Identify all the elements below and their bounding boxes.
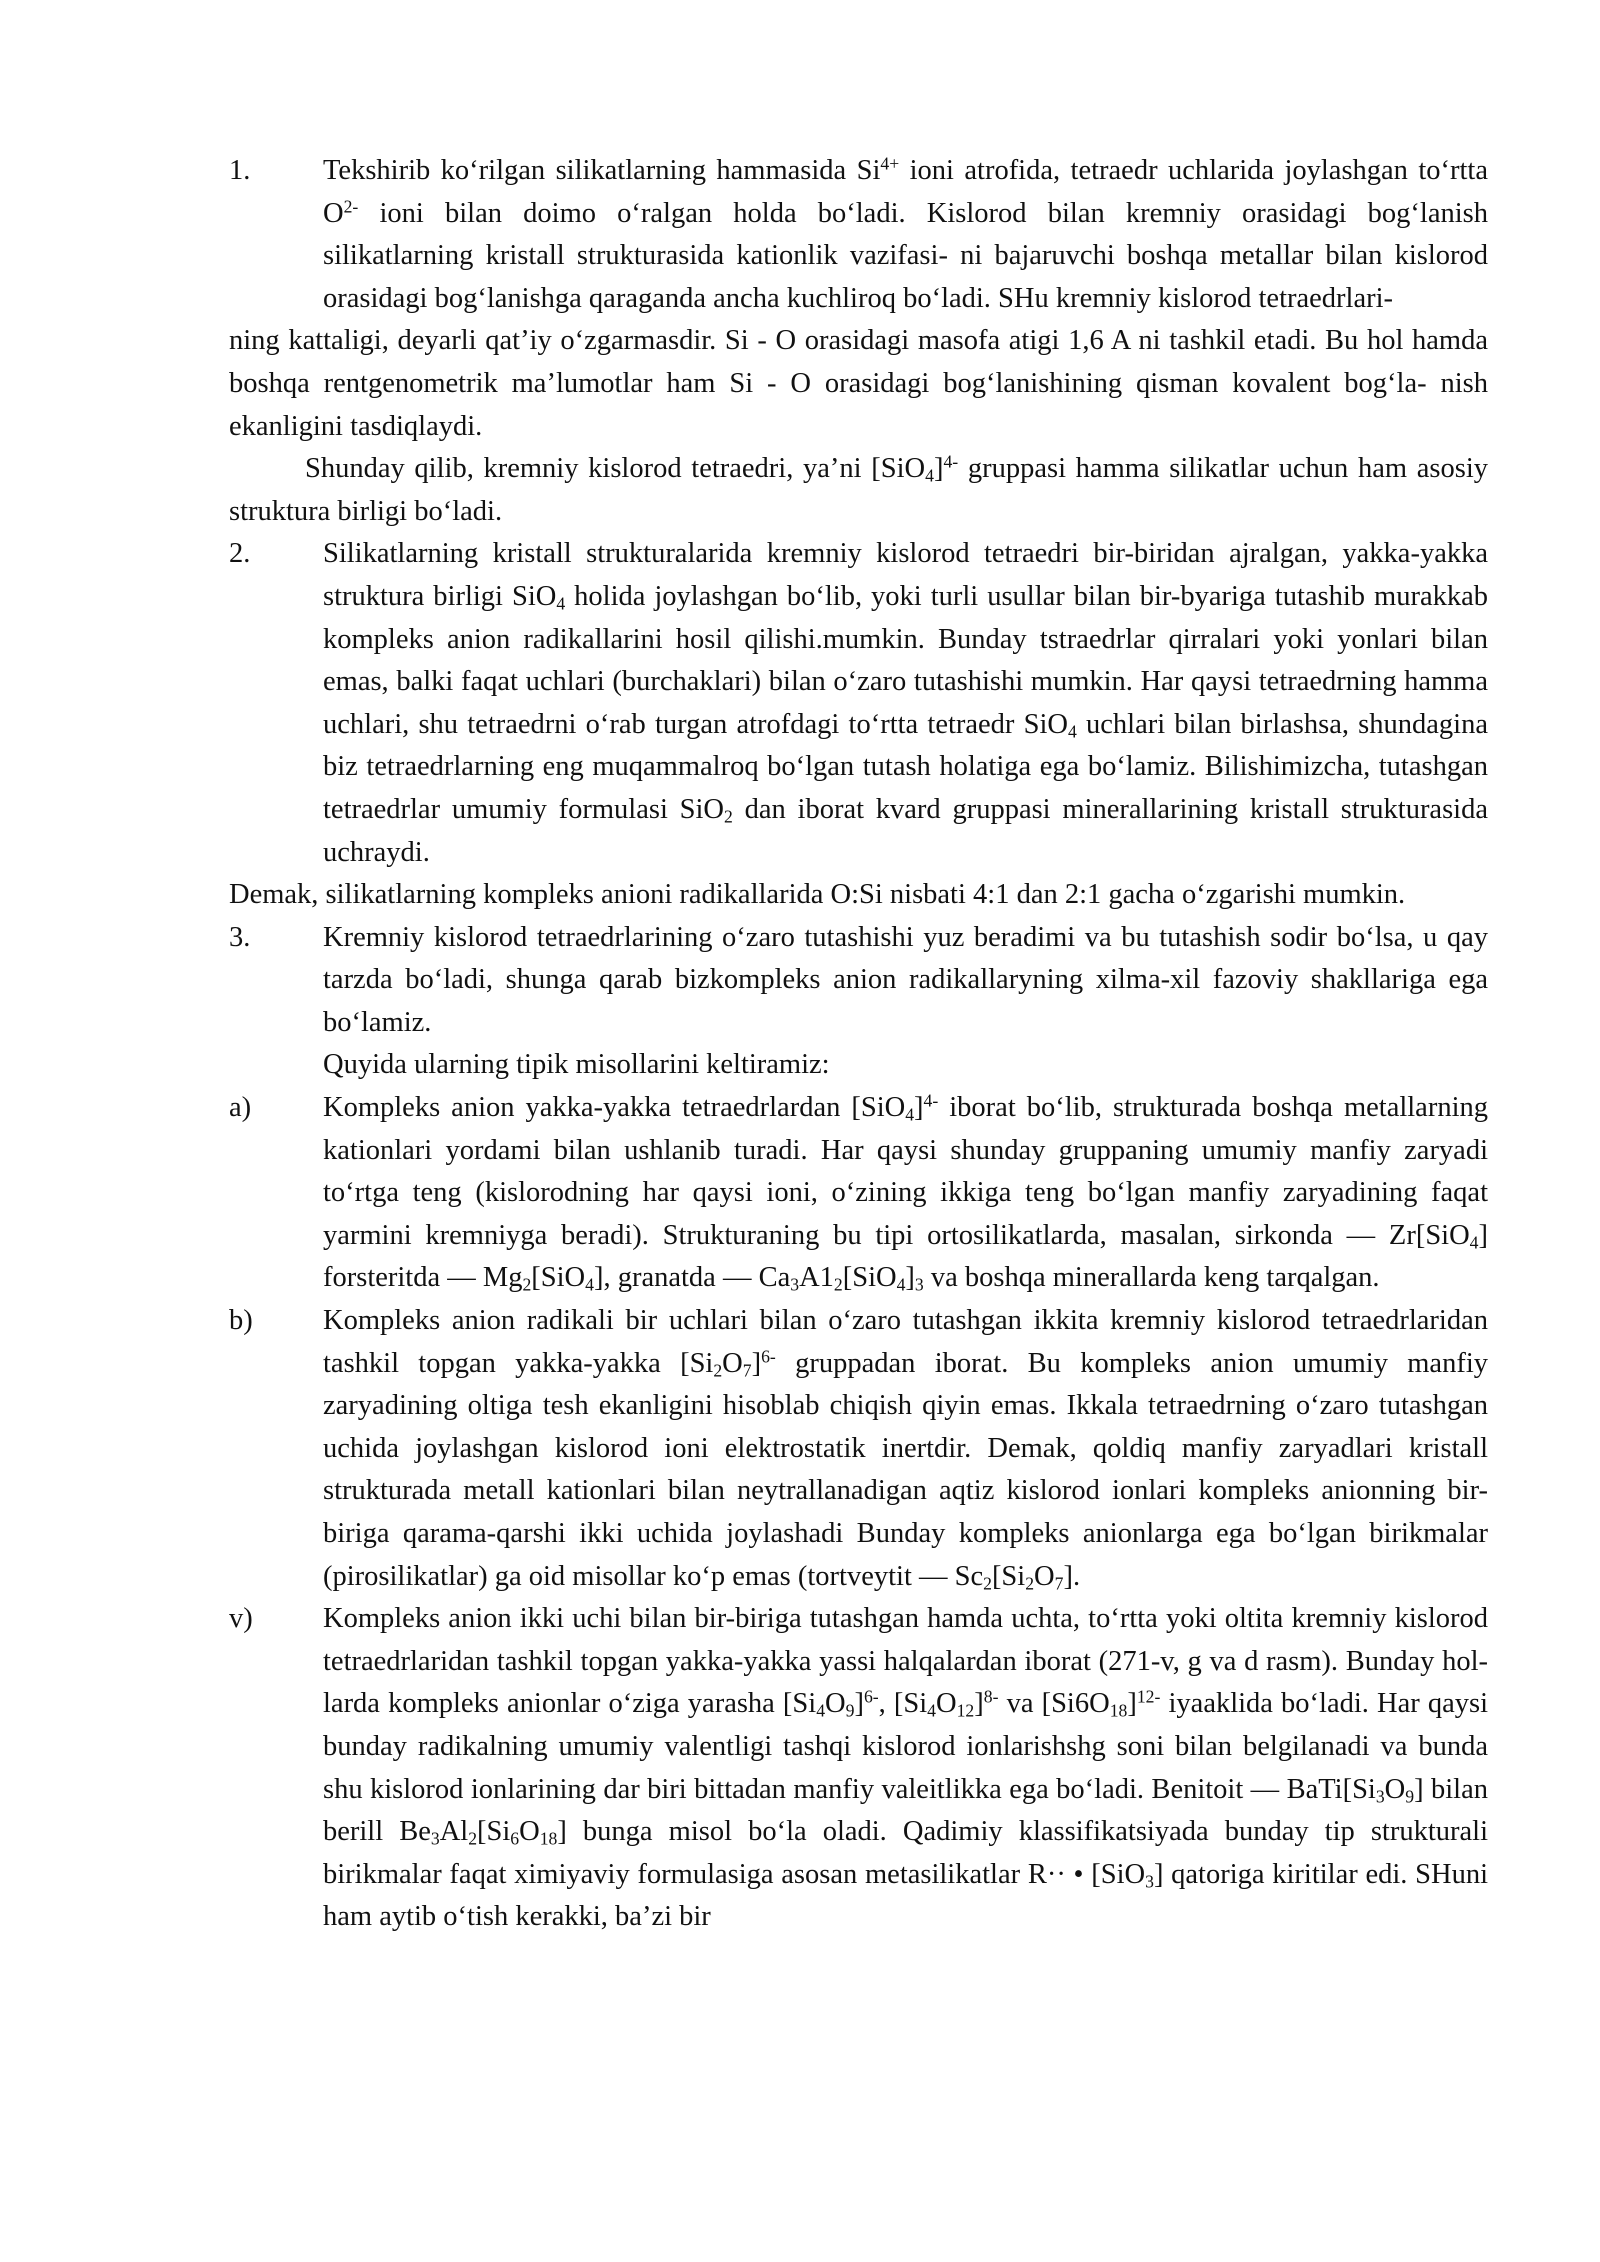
paragraph-1-continuation: ning kattaligi, deyarli qat’iy oʻzgarmasdir. Si - O orasidagi masofa atigi 1,6 A ni tashkil etadi. Bu hol hamda boshqa rentgenometrik ma’lumotlar ham Si - O orasidagi bogʻlanishining qisman kovalent bogʻla- nish ekanligini tasdiqlaydi. bbox=[229, 325, 1488, 442]
item-v bbox=[229, 1598, 1488, 1939]
paragraph-5-number: 3. bbox=[229, 921, 251, 953]
item-b bbox=[229, 1300, 1488, 1598]
item-v-text: Kompleks anion ikki uchi bilan bir-biriga tutashgan hamda uchta, toʻrtta yoki oltita kremniy kislorod tetraedrlaridan tashkil topgan yakka-yakka yassi halqalardan iborat (271-v, g va d rasm). Bunday hol- larda kompleks anionlar oʻziga yarasha $[Si_4O_9]^{6-}$, $[Si_4O_{12}]^{8-}$ va $[Si6O_{18}]^{12-}$ iyaaklida boʻladi. Har qaysi bunday radikalning umumiy valentligi tashqi kislorod ionlarishshg soni bilan belgilanadi va bunda shu kislorod ionlarining dar biri bittadan manfiy valeitlikka ega boʻladi. Benitoit — $BaTi[Si_3O_9]$ bilan berill $Be_3Al_2[Si_6O_{18}]$ bunga misol boʻla oladi. Qadimiy klassifikatsiyada bunday tip strukturali birikmalar faqat ximiyaviy formulasiga asosan metasilikatlar R·· • [SiO$_3$] qatoriga kiritilar edi. SHuni ham aytib oʻtish kerakki, ba’zi bir bbox=[323, 1603, 1489, 1933]
paragraph-1-text: Tekshirib koʻrilgan silikatlarning hammasida $Si^{4+}$ ioni atrofida, tetraedr uchlarida joylashgan toʻrtta $O^{2-}$ ioni bilan doimo oʻralgan holda boʻladi. Kislorod bilan kremniy orasidagi bogʻlanish silikatlarning kristall strukturasida kationlik vazifasi- ni bajaruvchi boshqa metallar bilan kislorod orasidagi bogʻlanishga qaraganda ancha kuchliroq boʻladi. SHu kremniy kislorod tetraedrlari- bbox=[323, 153, 1488, 314]
item-b-label: b) bbox=[229, 1305, 253, 1337]
paragraph-1 bbox=[229, 150, 1488, 320]
item-a-text: Kompleks anion yakka-yakka tetraedrlardan $[SiO_4]^{4-}$ iborat boʻlib, strukturada boshqa metallarning kationlari yordami bilan ushlanib turadi. Har qaysi shunday gruppaning umumiy manfiy zaryadi toʻrtga teng (kislorodning har qaysi ioni, oʻzining ikkiga teng boʻlgan manfiy zaryadining faqat yarmini kremniyga beradi). Strukturaning bu tipi ortosilikatlarda, masalan, sirkonda — Zr[SiO$_4$] forsteritda — $Mg_2[SiO_4]$, granatda — $Ca_3A1_2[SiO_4]_3$ va boshqa minerallarda keng tarqalgan. bbox=[323, 1090, 1488, 1295]
paragraph-5-text: Kremniy kislorod tetraedrlarining oʻzaro tutashishi yuz beradimi va bu tutashish sodir boʻlsa, u qay tarzda boʻladi, shunga qarab bizkompleks anion radikallaryning xilma-xil fazoviy shakllariga ega boʻlamiz. bbox=[323, 921, 1488, 1038]
item-b-text: Kompleks anion radikali bir uchlari bilan oʻzaro tutashgan ikkita kremniy kislorod tetraedrlaridan tashkil topgan yakka-yakka $[Si_2O_7]^{6-}$ gruppadan iborat. Bu kompleks anion umumiy manfiy zaryadining oltiga tesh ekanligini hisoblab chiqish qiyin emas. Ikkala tetraedrning oʻzaro tutashgan uchida joylashgan kislorod ioni elektrostatik inertdir. Demak, qoldiq manfiy zaryadlari kristall strukturada metall kationlari bilan neytrallanadigan aqtiz kislorod ionlari kompleks anionning bir-biriga qarama-qarshi ikki uchida joylashadi Bunday kompleks anionlarga ega boʻlgan birikmalar (pirosilikatlar) ga oid misollar koʻp emas (tortveytit — $Sc_2[Si_2O_7]$. bbox=[323, 1305, 1488, 1593]
paragraph-3-number: 2. bbox=[229, 538, 251, 570]
paragraph-1-number: 1. bbox=[229, 155, 251, 186]
paragraph-3-text: Silikatlarning kristall strukturalarida kremniy kislorod tetraedri bir-biridan ajralgan, yakka-yakka struktura birligi SiO$_4$ holida joylashgan boʻlib, yoki turli usullar bilan bir-byariga tutashib murakkab kompleks anion radikallarini hosil qilishi.mumkin. Bunday tstraedrlar qirralari yoki yonlari bilan emas, balki faqat uchlari (burchaklari) bilan oʻzaro tutashishi mumkin. Har qaysi tetraedrning hamma uchlari, shu tetraedrni oʻrab turgan atrofdagi toʻrtta tetraedr SiO$_4$ uchlari bilan birlashsa, shundagina biz tetraedrlarning eng muqammalroq boʻlgan tutash holatiga ega boʻlamiz. Bilishimizcha, tutashgan tetraedrlar umumiy formulasi SiO$_2$ dan iborat kvard gruppasi minerallarining kristall strukturasida uchraydi. bbox=[323, 538, 1489, 868]
paragraph-3 bbox=[229, 533, 1488, 874]
paragraph-6: Quyida ularning tipik misollarini keltiramiz: bbox=[323, 1049, 830, 1081]
paragraph-4: Demak, silikatlarning kompleks anioni radikallarida O:Si nisbati 4:1 dan 2:1 gacha oʻzgarishi mumkin. bbox=[229, 879, 1406, 911]
item-a bbox=[229, 1087, 1488, 1300]
item-v-label: v) bbox=[229, 1603, 253, 1635]
paragraph-5 bbox=[229, 917, 1488, 1045]
document-body bbox=[229, 150, 1488, 1939]
item-a-label: a) bbox=[229, 1092, 252, 1124]
paragraph-2: Shunday qilib, kremniy kislorod tetraedri, ya’ni $[SiO_4]^{4-}$ gruppasi hamma silikatlar uchun ham asosiy struktura birligi boʻladi. bbox=[229, 451, 1488, 527]
